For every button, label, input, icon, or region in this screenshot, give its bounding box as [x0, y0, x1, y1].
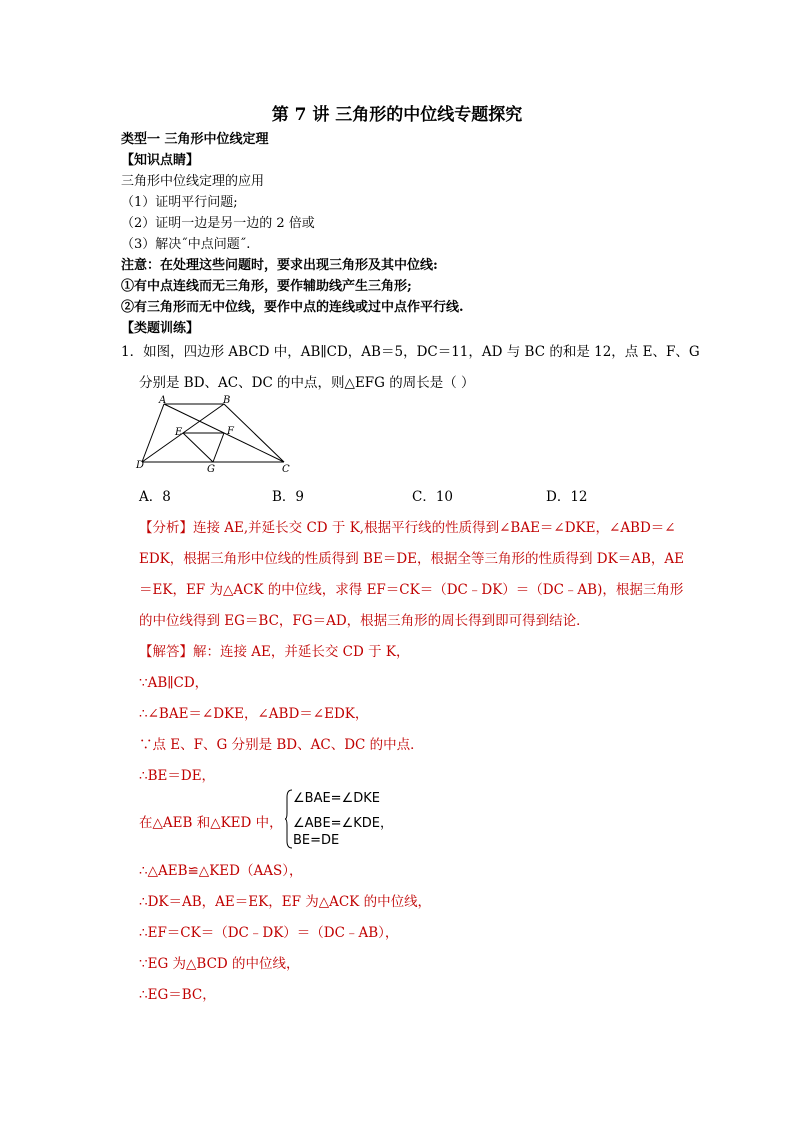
- solution-step: ∵EG 为△BCD 的中位线，: [139, 956, 300, 972]
- solution-step: ∴∠BAE＝∠DKE，∠ABD＝∠EDK，: [139, 706, 369, 722]
- segment-ad: [142, 404, 164, 462]
- solution-step: ∵点 E、F、G 分别是 BD、AC、DC 的中点．: [139, 737, 424, 753]
- solution-step: ∴BE＝DE，: [139, 768, 216, 784]
- practice-header: 【类题训练】: [121, 321, 200, 336]
- solution-step: ∵AB∥CD，: [139, 675, 209, 691]
- question-1-line-1: 1．如图，四边形 ABCD 中，AB∥CD，AB＝5，DC＝11，AD 与 BC 的和是 12，点 E、F、G: [121, 344, 700, 360]
- option-c: C．10: [412, 489, 454, 505]
- solution-line-1: [139, 640, 410, 660]
- analysis-line-3: ＝EK，EF 为△ACK 的中位线，求得 EF＝CK＝（DC﹣DK）＝（DC﹣AB)，根据三角形: [139, 582, 684, 598]
- option-a: A．8: [139, 489, 171, 505]
- solution-step: ∴DK＝AB，AE＝EK，EF 为△ACK 的中位线，: [139, 894, 432, 910]
- solution-step: ∴EG＝BC，: [139, 987, 216, 1003]
- brace-row: ∠ABE=∠KDE，: [293, 816, 393, 831]
- brace-row: BE=DE: [293, 833, 340, 848]
- solution-step: ∴△AEB≌△KED（AAS），: [139, 863, 303, 879]
- knowledge-header: 【知识点睛】: [121, 153, 200, 168]
- analysis-line-1: [139, 516, 676, 536]
- note-item: ①有中点连线而无三角形，要作辅助线产生三角形;: [121, 279, 412, 294]
- trapezoid-figure: [132, 395, 302, 477]
- page-title: 第 7 讲 三角形的中位线专题探究: [271, 105, 523, 125]
- note-item: ②有三角形而无中位线，要作中点的连线或过中点作平行线.: [121, 300, 464, 315]
- analysis-line-2: EDK，根据三角形中位线的性质得到 BE＝DE，根据全等三角形的性质得到 DK＝AB，AE: [139, 551, 684, 567]
- point-label-d: D: [136, 460, 145, 471]
- triangle-comparison: 在△AEB 和△KED 中，: [139, 815, 283, 831]
- note: 注意：在处理这些问题时，要求出现三角形及其中位线:: [121, 258, 438, 273]
- point-label-c: C: [282, 464, 290, 475]
- segment-fg: [213, 433, 224, 462]
- equation-system: [285, 789, 405, 849]
- list-item: （2）证明一边是另一边的 2 倍或: [121, 216, 315, 231]
- point-label-g: G: [207, 464, 215, 475]
- list-item: （1）证明平行问题;: [121, 195, 238, 210]
- solution-text: 解：连接 AE，并延长交 CD 于 K，: [193, 644, 410, 660]
- point-label-b: B: [223, 395, 231, 406]
- option-b: B．9: [272, 489, 305, 505]
- question-1-line-2: 分别是 BD、AC、DC 的中点，则△EFG 的周长是（ ）: [139, 375, 475, 391]
- brace-icon: [285, 789, 293, 849]
- point-label-f: F: [227, 426, 234, 437]
- analysis-line-4: 的中位线得到 EG＝BC，FG＝AD，根据三角形的周长得到即可得到结论．: [139, 613, 590, 629]
- analysis-text: 连接 AE,并延长交 CD 于 K,根据平行线的性质得到∠BAE＝∠DKE，∠ABD＝∠: [193, 520, 676, 536]
- solution-tag: 【解答】: [139, 644, 193, 660]
- segment-eg: [183, 433, 213, 462]
- list-item: （3）解决˝中点问题˝.: [121, 237, 251, 252]
- section-heading: 类型一 三角形中位线定理: [121, 132, 269, 147]
- analysis-tag: 【分析】: [139, 520, 193, 536]
- point-label-a: A: [159, 395, 167, 406]
- theorem-application: 三角形中位线定理的应用: [121, 174, 265, 189]
- solution-step: ∴EF＝CK＝（DC﹣DK）＝（DC﹣AB），: [139, 925, 399, 941]
- option-d: D．12: [546, 489, 588, 505]
- brace-row: ∠BAE=∠DKE: [293, 791, 380, 806]
- point-label-e: E: [175, 427, 183, 438]
